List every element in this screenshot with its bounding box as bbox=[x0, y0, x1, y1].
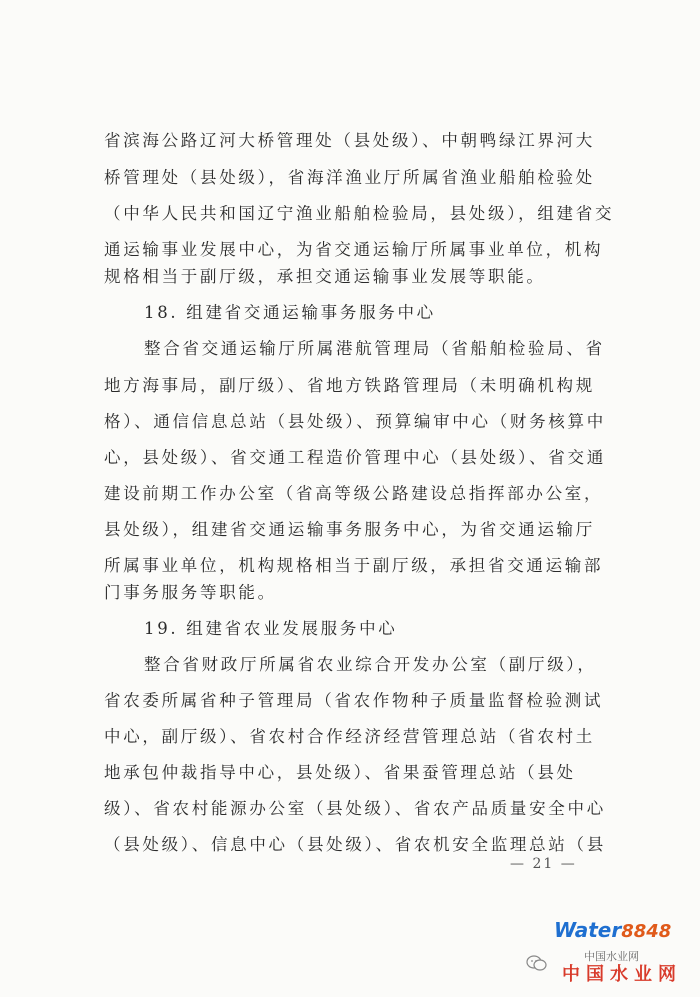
text-line-4: 通运输事业发展中心，为省交通运输厅所属事业单位，机构 bbox=[104, 240, 604, 259]
watermark-logo-number: 8848 bbox=[621, 921, 672, 942]
text-line-10: 心，县处级）、省交通工程造价管理中心（县处级）、省交通 bbox=[104, 448, 606, 467]
text-line-1: 省滨海公路辽河大桥管理处（县处级）、中朝鸭绿江界河大 bbox=[104, 131, 595, 150]
page-number: — 21 — bbox=[510, 856, 577, 872]
text-line-12: 县处级），组建省交通运输事务服务中心，为省交通运输厅 bbox=[104, 520, 595, 539]
text-line-21: （县处级）、信息中心（县处级）、省农机安全监理总站（县 bbox=[104, 835, 606, 854]
text-line-14: 门事务服务等职能。 bbox=[104, 583, 277, 602]
text-line-9: 格）、通信信息总站（县处级）、预算编审中心（财务核算中 bbox=[104, 412, 606, 431]
watermark-logo-text: Water bbox=[554, 918, 622, 942]
text-line-13: 所属事业单位，机构规格相当于副厅级，承担省交通运输部 bbox=[104, 556, 604, 575]
text-line-3: （中华人民共和国辽宁渔业船舶检验局，县处级），组建省交 bbox=[104, 204, 615, 223]
wechat-icon bbox=[526, 954, 548, 972]
watermark-logo bbox=[554, 918, 671, 942]
section-heading-19: 19. 组建省农业发展服务中心 bbox=[144, 619, 398, 638]
text-line-17: 省农委所属省种子管理局（省农作物种子质量监督检验测试 bbox=[104, 691, 604, 710]
text-line-20: 级）、省农村能源办公室（县处级）、省农产品质量安全中心 bbox=[104, 799, 606, 818]
watermark-wechat-label: 中国水业网 bbox=[584, 950, 639, 963]
text-line-5: 规格相当于副厅级，承担交通运输事业发展等职能。 bbox=[104, 267, 546, 286]
text-line-2: 桥管理处（县处级），省海洋渔业厅所属省渔业船舶检验处 bbox=[104, 168, 595, 187]
text-line-18: 中心，副厅级）、省农村合作经济经营管理总站（省农村土 bbox=[104, 727, 595, 746]
watermark-site-label: 中国水业网 bbox=[562, 964, 682, 985]
section-heading-18: 18. 组建省交通运输事务服务中心 bbox=[144, 303, 436, 322]
watermark bbox=[554, 918, 694, 990]
text-line-11: 建设前期工作办公室（省高等级公路建设总指挥部办公室， bbox=[104, 484, 604, 503]
text-line-19: 地承包仲裁指导中心，县处级）、省果蚕管理总站（县处 bbox=[104, 763, 576, 782]
text-line-8: 地方海事局，副厅级）、省地方铁路管理局（未明确机构规 bbox=[104, 376, 595, 395]
text-line-7: 整合省交通运输厅所属港航管理局（省船舶检验局、省 bbox=[144, 339, 605, 358]
text-line-16: 整合省财政厅所属省农业综合开发办公室（副厅级）， bbox=[144, 655, 597, 674]
